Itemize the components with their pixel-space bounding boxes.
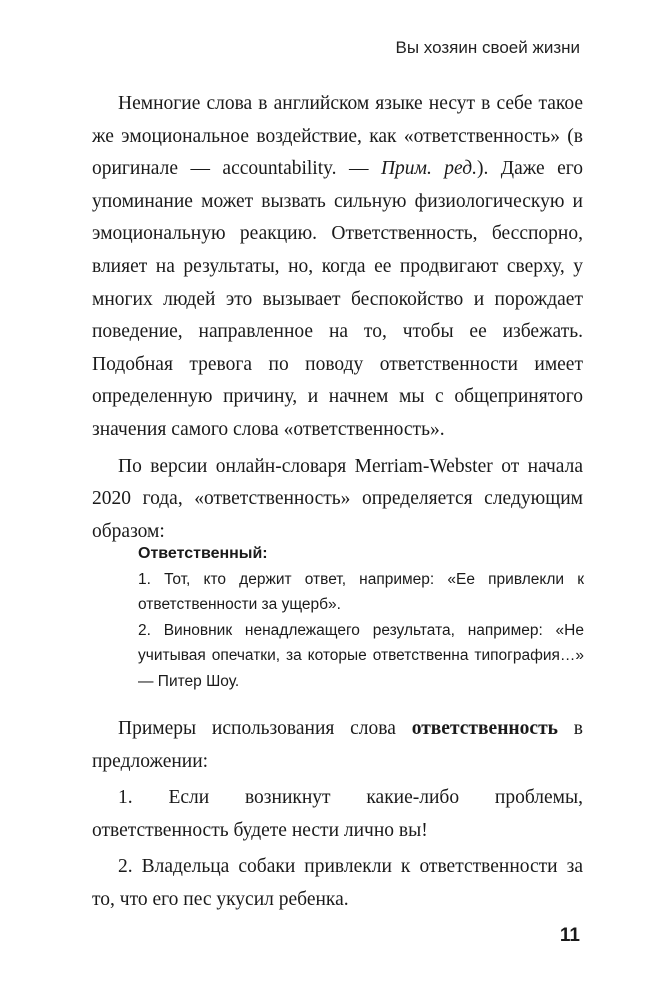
example-item-1: 1. Если возникнут какие-либо проблемы, ответственность будете нести лично вы! bbox=[92, 787, 583, 841]
definition-sense-2: 2. Виновник ненадлежащего результата, например: «Не учитывая опечатки, за которые ответственна типография…» — Питер Шоу. bbox=[138, 621, 584, 690]
paragraph-text: ). Даже его упоминание может вызвать сильную физиологическую и эмоциональную реакцию. Ответственность, бесспорно, влияет на результаты, но, когда ее продвигают сверху, у многих людей это вызывает беспокойство и порождает поведение, направленное на то, чтобы ее избежать. Подобная тревога по поводу ответственности имеет определенную причину, и начнем мы с общепринятого значения самого слова «ответственность». bbox=[92, 158, 584, 440]
example-item-2: 2. Владельца собаки привлекли к ответственности за то, что его пес укусил ребенка. bbox=[92, 856, 583, 910]
examples-intro-text: Примеры использования слова bbox=[118, 718, 412, 739]
paragraph-dictionary: По версии онлайн-словаря Merriam-Webster от начала 2020 года, «ответственность» определяется следующим образом: bbox=[92, 455, 583, 542]
page-number: 11 bbox=[559, 925, 580, 946]
examples-keyword: ответственность bbox=[411, 718, 558, 739]
definition-term: Ответственный: bbox=[138, 545, 268, 562]
editor-note: Прим. ред. bbox=[380, 158, 477, 180]
examples-intro bbox=[92, 713, 583, 778]
paragraph-accountability-intro bbox=[92, 88, 583, 447]
running-head: Вы хозяин своей жизни bbox=[395, 38, 580, 57]
text-block-intro bbox=[92, 88, 583, 548]
dictionary-definition bbox=[138, 541, 584, 694]
examples-intro-text: в предложении: bbox=[92, 718, 583, 772]
definition-sense-1: 1. Тот, кто держит ответ, например: «Ее привлекли к ответственности за ущерб». bbox=[138, 570, 584, 613]
paragraph-text: Немногие слова в английском языке несут в себе такое же эмоциональное воздействие, как «ответственность» (в оригинале — accountability. — bbox=[92, 93, 583, 180]
text-block-examples bbox=[92, 713, 583, 917]
